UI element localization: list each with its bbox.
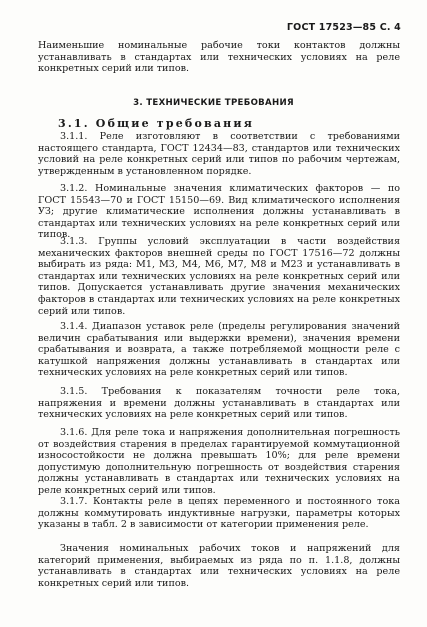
paragraph-3-1-6: 3.1.6. Для реле тока и напряжения дополнительная погрешность от воздействия старения в пределах гарантируемой коммутационной износостойкости не должна превышать 10%; для реле времени допустимую дополнительную погрешность от воздействия старения должны устанавливать в стандартах или технических условиях на реле конкретных серий или типов. xyxy=(38,427,400,496)
page-header: ГОСТ 17523—85 С. 4 xyxy=(286,22,401,33)
paragraph-3-1-3: 3.1.3. Группы условий эксплуатации в части воздействия механических факторов внешней среды по ГОСТ 17516—72 должны выбирать из ряда: М1, М3, М4, М6, М7, М8 и М23 и устанавливать в стандартах или технических условиях на реле конкретных серий или типов. Допускается устанавливать другие значения механических факторов в стандартах или технических условиях на реле конкретных серий или типов. xyxy=(38,236,400,317)
paragraph-3-1-7: 3.1.7. Контакты реле в цепях переменного и постоянного тока должны коммутировать индуктивные нагрузки, параметры которых указаны в табл. 2 в зависимости от категории применения реле. xyxy=(38,496,400,531)
section-title: 3. ТЕХНИЧЕСКИЕ ТРЕБОВАНИЯ xyxy=(133,98,294,108)
paragraph-3-1-1: 3.1.1. Реле изготовляют в соответствии с требованиями настоящего стандарта, ГОСТ 12434—83, стандартов или технических условий на реле конкретных серий или типов по рабочим чертежам, утвержденным в установленном порядке. xyxy=(38,131,400,177)
final-paragraph: Значения номинальных рабочих токов и напряжений для категорий применения, выбираемых из ряда по п. 1.1.8, должны устанавливать в стандартах или технических условиях на реле конкретных серий или типов. xyxy=(38,543,400,589)
paragraph-3-1-4: 3.1.4. Диапазон уставок реле (пределы регулирования значений величин срабатывания или выдержки времени), значения времени срабатывания и возврата, а также потребляемой мощности реле с катушкой напряжения должны устанавливать в стандартах или технических условиях на реле конкретных серий или типов. xyxy=(38,321,400,379)
subsection-title: 3.1. Общие требования xyxy=(58,117,255,130)
paragraph-3-1-2: 3.1.2. Номинальные значения климатических факторов — по ГОСТ 15543—70 и ГОСТ 15150—69. Вид климатического исполнения УЗ; другие климатические исполнения должны устанавливать в стандартах или технических условиях на реле конкретных серий или типов. xyxy=(38,183,400,241)
intro-paragraph: Наименьшие номинальные рабочие токи контактов должны устанавливать в стандартах или технических условиях на реле конкретных серий или типов. xyxy=(38,40,400,75)
paragraph-3-1-5: 3.1.5. Требования к показателям точности реле тока, напряжения и времени должны устанавливать в стандартах или технических условиях на реле конкретных серий или типов. xyxy=(38,386,400,421)
